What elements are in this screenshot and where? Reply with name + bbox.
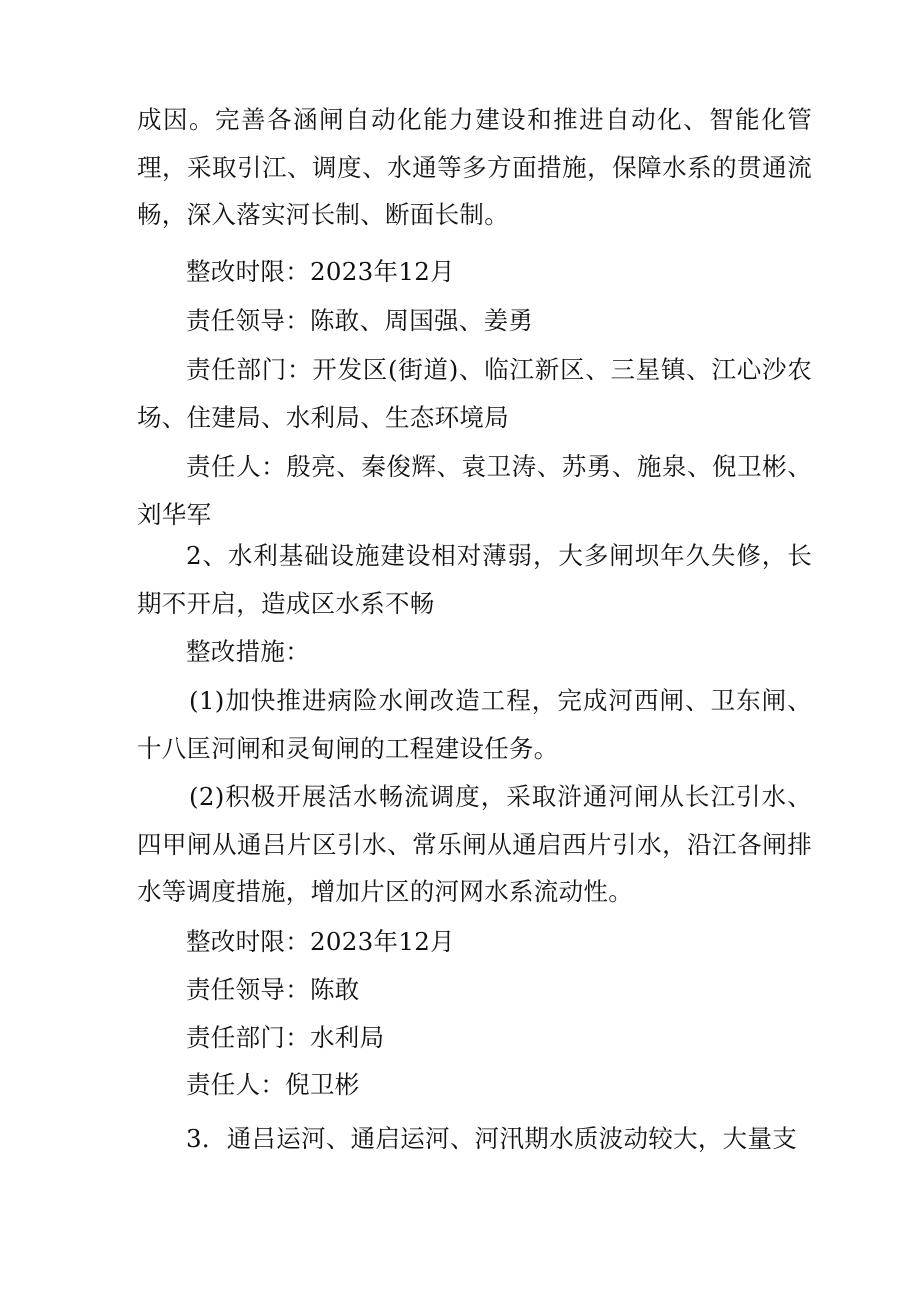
responsible-leader-line: 责任领导：陈敢、周国强、姜勇 [186,306,534,335]
responsible-department-line: 责任部门：开发区(街道)、临江新区、三星镇、江心沙农场、住建局、水利局、生态环境局 [137,355,812,432]
paragraph-continuation: 成因。完善各涵闸自动化能力建设和推进自动化、智能化管理，采取引江、调度、水通等多方面措施，保障水系的贯通流畅，深入落实河长制、断面长制。 [137,105,812,229]
issue-heading-3: 3．通吕运河、通启运河、河汛期水质波动较大，大量支 [186,1124,798,1153]
deadline-line-2: 整改时限：2023年12月 [186,927,455,956]
issue-heading-2: 2、水利基础设施建设相对薄弱，大多闸坝年久失修，长期不开启，造成区水系不畅 [137,541,812,618]
responsible-person-line-2: 责任人：倪卫彬 [186,1070,360,1099]
deadline-line: 整改时限：2023年12月 [186,257,455,286]
responsible-person-line: 责任人：殷亮、秦俊辉、袁卫涛、苏勇、施泉、倪卫彬、刘华军 [137,452,812,529]
responsible-department-line-2: 责任部门：水利局 [186,1023,385,1052]
measure-item-1: (1)加快推进病险水闸改造工程，完成河西闸、卫东闸、十八匡河闸和灵甸闸的工程建设任务。 [137,686,812,763]
measures-label: 整改措施： [186,637,310,666]
measure-item-2: (2)积极开展活水畅流调度，采取浒通河闸从长江引水、四甲闸从通吕片区引水、常乐闸从通启西片引水，沿江各闸排水等调度措施，增加片区的河网水系流动性。 [137,782,812,906]
responsible-leader-line-2: 责任领导：陈敢 [186,975,360,1004]
